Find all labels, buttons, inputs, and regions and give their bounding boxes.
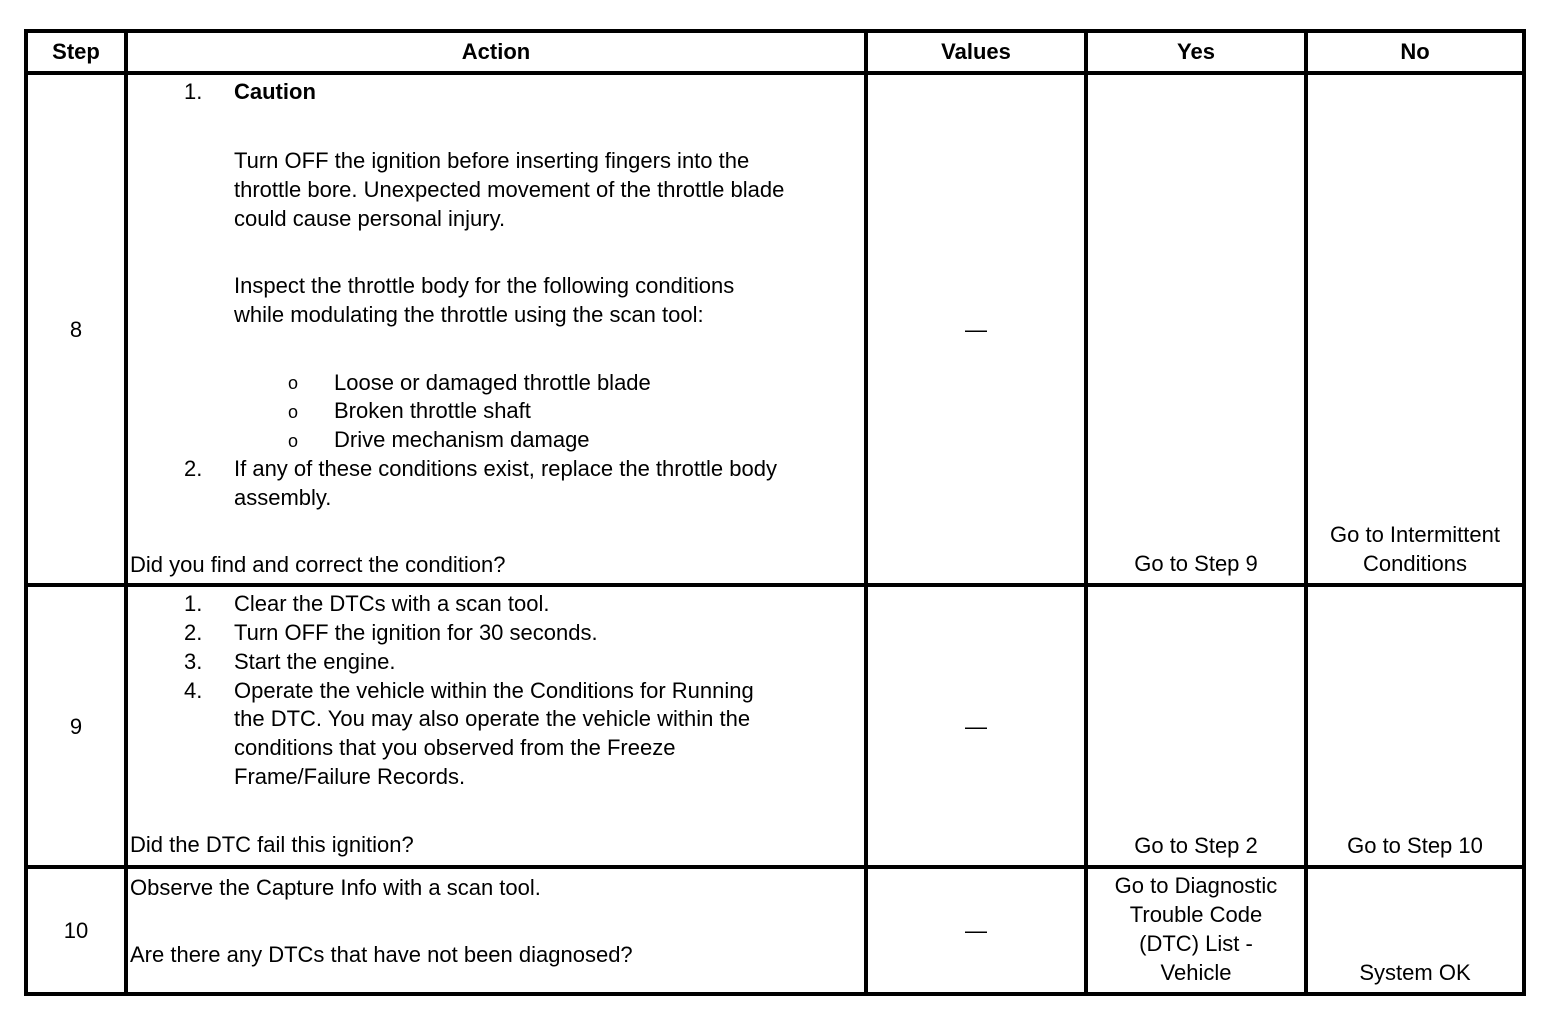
values-dash: — xyxy=(965,713,987,739)
question-text: Are there any DTCs that have not been diagnosed? xyxy=(130,942,633,967)
item-line: Clear the DTCs with a scan tool. xyxy=(234,591,550,616)
bullet-marker: o xyxy=(288,402,299,422)
action-cell-8 xyxy=(128,75,864,583)
inspect-line: while modulating the throttle using the scan tool: xyxy=(234,302,704,327)
bullet-text: Loose or damaged throttle blade xyxy=(334,370,651,395)
item-line: Turn OFF the ignition for 30 seconds. xyxy=(234,620,598,645)
header-yes: Yes xyxy=(1088,33,1304,71)
header-action: Action xyxy=(128,33,864,71)
yes-link-text[interactable]: (DTC) List - xyxy=(1139,931,1253,956)
bullet-marker: o xyxy=(288,431,299,451)
caution-title: Caution xyxy=(234,79,316,104)
values-cell-8 xyxy=(868,75,1084,583)
bullet-text: Broken throttle shaft xyxy=(334,398,531,423)
yes-link-text[interactable]: Go to Step 2 xyxy=(1134,833,1258,858)
question-text: Did you find and correct the condition? xyxy=(130,552,506,577)
yes-link-text[interactable]: Trouble Code xyxy=(1129,902,1263,927)
action-line: Observe the Capture Info with a scan tool. xyxy=(130,875,541,900)
inspect-line: Inspect the throttle body for the following conditions xyxy=(234,273,735,298)
list-number: 2. xyxy=(184,456,203,481)
bullet-marker: o xyxy=(288,373,299,393)
list-number: 4. xyxy=(184,678,203,703)
caution-line: could cause personal injury. xyxy=(234,206,506,231)
diagnostic-table xyxy=(24,29,1526,996)
no-cell-8 xyxy=(1308,75,1522,583)
no-link-text[interactable]: Conditions xyxy=(1363,551,1467,576)
step-number-9 xyxy=(28,587,124,865)
item-line: Operate the vehicle within the Conditions for Running xyxy=(234,678,754,703)
item-line: the DTC. You may also operate the vehicle within the xyxy=(234,706,751,731)
step-label: 10 xyxy=(63,918,89,943)
step-label: 9 xyxy=(69,713,83,739)
list-number: 2. xyxy=(184,620,203,645)
list-number: 1. xyxy=(184,591,203,616)
item-line: conditions that you observed from the Freeze xyxy=(234,735,676,760)
no-cell-10 xyxy=(1308,869,1522,992)
caution-line: throttle bore. Unexpected movement of the throttle blade xyxy=(234,177,785,202)
action-cell-10 xyxy=(128,869,864,992)
no-link-text[interactable]: Go to Step 10 xyxy=(1347,833,1483,858)
header-no: No xyxy=(1308,33,1522,71)
no-link-text[interactable]: System OK xyxy=(1359,960,1471,985)
item-line: assembly. xyxy=(234,485,332,510)
values-cell-9 xyxy=(868,587,1084,865)
step-number-10 xyxy=(28,869,124,992)
no-cell-9 xyxy=(1308,587,1522,865)
yes-link-text[interactable]: Go to Step 9 xyxy=(1134,551,1258,576)
step-number-8 xyxy=(28,75,124,583)
header-values: Values xyxy=(868,33,1084,71)
item-line: If any of these conditions exist, replace the throttle body xyxy=(234,456,777,481)
no-link-text[interactable]: Go to Intermittent xyxy=(1330,522,1500,547)
step-label: 8 xyxy=(69,316,83,342)
header-step: Step xyxy=(28,33,124,71)
list-number: 1. xyxy=(184,79,203,104)
yes-cell-10 xyxy=(1088,869,1304,992)
yes-link-text[interactable]: Vehicle xyxy=(1160,960,1232,985)
values-cell-10 xyxy=(868,869,1084,992)
list-number: 3. xyxy=(184,649,203,674)
yes-link-text[interactable]: Go to Diagnostic xyxy=(1114,873,1278,898)
yes-cell-9 xyxy=(1088,587,1304,865)
values-dash: — xyxy=(965,918,987,943)
caution-line: Turn OFF the ignition before inserting fingers into the xyxy=(234,148,750,173)
item-line: Start the engine. xyxy=(234,649,396,674)
item-line: Frame/Failure Records. xyxy=(234,764,466,789)
values-dash: — xyxy=(965,316,987,342)
bullet-text: Drive mechanism damage xyxy=(334,427,590,452)
action-cell-9 xyxy=(128,587,864,865)
question-text: Did the DTC fail this ignition? xyxy=(130,832,414,857)
yes-cell-8 xyxy=(1088,75,1304,583)
